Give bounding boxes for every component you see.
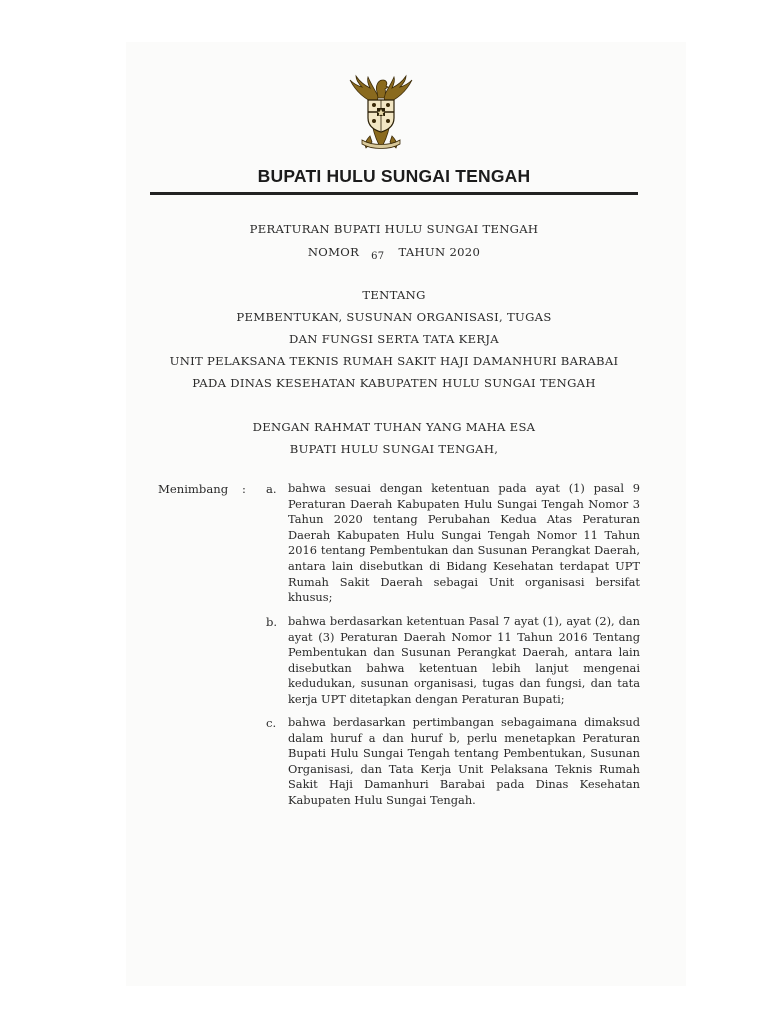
subject-line: UNIT PELAKSANA TEKNIS RUMAH SAKIT HAJI DAMANHURI BARABAI <box>169 354 619 368</box>
consideration-letter: c. <box>266 716 277 730</box>
consideration-letter: a. <box>266 482 277 496</box>
regulation-heading: PERATURAN BUPATI HULU SUNGAI TENGAH <box>249 222 539 236</box>
nomor-label: NOMOR <box>307 245 360 259</box>
consideration-text: bahwa sesuai dengan ketentuan pada ayat (1) pasal 9 Peraturan Daerah Kabupaten Hulu Sungai Tengah Nomor 3 Tahun 2020 tentang Perubahan Kedua Atas Peraturan Daerah Kabupaten Hulu Sungai Tengah Nomor 11 Tahun 2016 tentang Pembentukan dan Susunan Perangkat Daerah, antara lain disebutkan di Bidang Kesehatan terdapat UPT Rumah Sakit Daerah sebagai Unit organisasi bersifat khusus; <box>288 481 640 605</box>
opening-line: DENGAN RAHMAT TUHAN YANG MAHA ESA <box>252 420 536 434</box>
tentang-label: TENTANG <box>362 288 426 302</box>
consideration-letter: b. <box>266 615 278 629</box>
tahun-value: 2020 <box>449 245 481 259</box>
garuda-emblem-icon <box>344 74 418 156</box>
nomor-value: 67 <box>371 251 385 262</box>
subject-line: PEMBENTUKAN, SUSUNAN ORGANISASI, TUGAS <box>236 310 552 324</box>
subject-line: PADA DINAS KESEHATAN KABUPATEN HULU SUNGAI TENGAH <box>192 376 596 390</box>
header-rule <box>150 192 638 195</box>
considerations-colon: : <box>242 482 246 496</box>
opening-line: BUPATI HULU SUNGAI TENGAH, <box>289 442 499 456</box>
tahun-label: TAHUN <box>398 245 446 259</box>
considerations-label: Menimbang <box>158 482 229 496</box>
regulation-number-line <box>150 245 638 262</box>
consideration-text: bahwa berdasarkan pertimbangan sebagaimana dimaksud dalam huruf a dan huruf b, perlu menetapkan Peraturan Bupati Hulu Sungai Tengah tentang Pembentukan, Susunan Organisasi, dan Tata Kerja Unit Pelaksana Teknis Rumah Sakit Haji Damanhuri Barabai pada Dinas Kesehatan Kabupaten Hulu Sungai Tengah. <box>288 715 640 807</box>
regent-title: BUPATI HULU SUNGAI TENGAH <box>257 166 531 186</box>
subject-line: DAN FUNGSI SERTA TATA KERJA <box>289 332 499 346</box>
consideration-text: bahwa berdasarkan ketentuan Pasal 7 ayat (1), ayat (2), dan ayat (3) Peraturan Daerah Nomor 11 Tahun 2016 Tentang Pembentukan dan Susunan Perangkat Daerah, antara lain disebutkan bahwa ketentuan lebih lanjut mengenai kedudukan, susunan organisasi, tugas dan fungsi, dan tata kerja UPT ditetapkan dengan Peraturan Bupati; <box>288 614 640 706</box>
